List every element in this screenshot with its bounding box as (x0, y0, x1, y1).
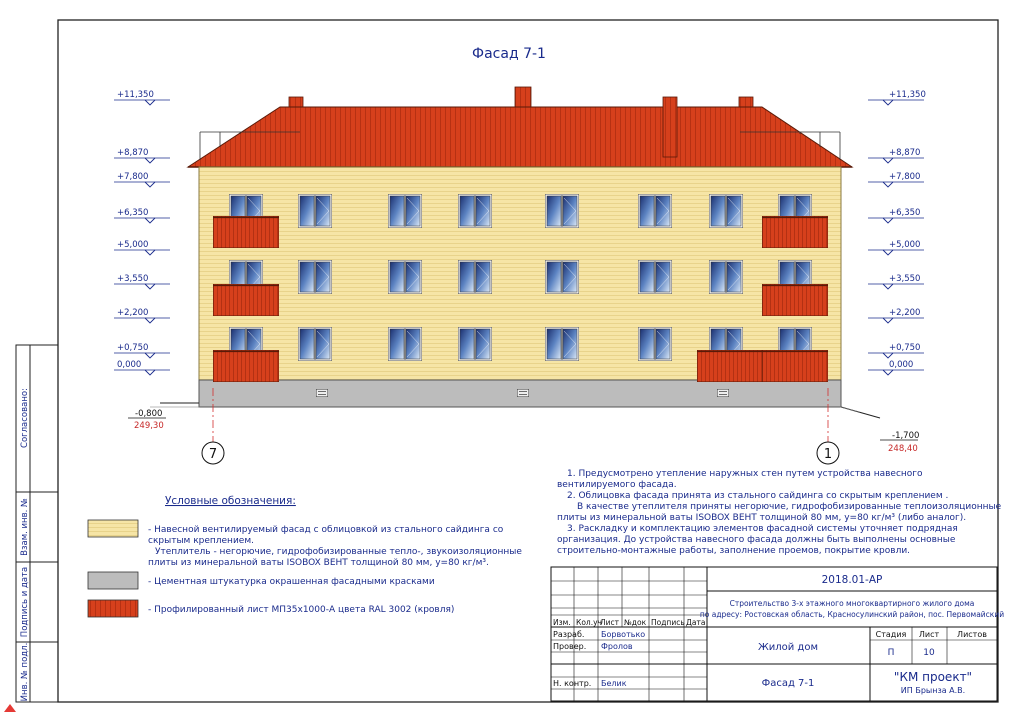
window-1-7 (709, 194, 743, 228)
window-1-6 (638, 194, 672, 228)
stamp-inv-podl: Инв. № подл. (20, 642, 30, 702)
tb-sheet-name: Фасад 7-1 (761, 678, 815, 689)
level-left-triangle-icon-2 (145, 158, 155, 163)
tb-code: 2018.01-АР (821, 574, 883, 586)
legend-swatch-plaster (88, 572, 138, 589)
level-right-triangle-icon-2 (883, 158, 893, 163)
level-left-triangle-icon-8 (145, 353, 155, 358)
level-left-label-4: +6,350 (117, 208, 149, 218)
level-right-triangle-icon-6 (883, 284, 893, 289)
legend-item2: - Цементная штукатурка окрашенная фасадными красками (148, 577, 435, 587)
level-right-triangle-icon-9 (883, 370, 893, 375)
level-right-label-4: +6,350 (889, 208, 921, 218)
stamp-sign-date: Подпись и дата (20, 566, 30, 638)
window-1-2 (298, 194, 332, 228)
tb-list-label: Лист (918, 630, 940, 639)
level-left-label-3: +7,800 (117, 172, 149, 182)
level-right-label-5: +5,000 (889, 240, 921, 250)
tb-listov-label: Листов (957, 630, 987, 639)
tb-col-data: Дата (686, 618, 706, 627)
tb-stadiya: П (887, 648, 895, 658)
balcony-1 (213, 216, 279, 248)
legend-item3: - Профилированный лист МП35х1000-А цвета RAL 3002 (кровля) (148, 605, 455, 615)
legend-item1-line2: скрытым креплением. (148, 536, 254, 546)
window-2-2 (298, 260, 332, 294)
level-left-triangle-icon-7 (145, 318, 155, 323)
tb-company-sub: ИП Брынза А.В. (900, 686, 966, 695)
window-2-3 (388, 260, 422, 294)
level-left-triangle-icon-9 (145, 370, 155, 375)
roof (188, 87, 852, 167)
note-line-4: В качестве утеплителя приняты негорючие, гидрофобизированные теплоизоляционные (577, 502, 1002, 512)
legend-item1-line4: плиты из минеральной ваты ISOBOX ВЕНТ толщиной 80 мм, у=80 кг/м³. (148, 558, 489, 568)
level-right-label-8: +0,750 (889, 343, 921, 353)
window-3-5 (545, 327, 579, 361)
level-left-label-1: +11,350 (117, 90, 154, 100)
balcony-2 (213, 284, 279, 316)
note-line-2: вентилируемого фасада. (557, 480, 677, 490)
tb-company: "КМ проект" (893, 670, 973, 684)
balcony-5 (762, 284, 828, 316)
level-right-triangle-icon-8 (883, 353, 893, 358)
window-3-4 (458, 327, 492, 361)
balcony-7 (762, 350, 828, 382)
tb-nkontr-label: Н. контр. (553, 679, 592, 688)
window-2-6 (638, 260, 672, 294)
level-left-triangle-icon-4 (145, 218, 155, 223)
tb-razrab-name: Борвотько (601, 630, 646, 639)
ground-right-level: -1,700 (892, 431, 920, 441)
tb-col-koluch: Кол.уч (576, 618, 602, 627)
level-left-triangle-icon-3 (145, 182, 155, 187)
level-right-triangle-icon-1 (883, 100, 893, 105)
tb-col-list: Лист (600, 618, 620, 627)
drawing-title: Фасад 7-1 (472, 46, 546, 62)
level-right-label-3: +7,800 (889, 172, 921, 182)
chimney-2 (515, 87, 531, 107)
stamp-agreed: Согласовано: (20, 388, 30, 448)
level-right-triangle-icon-7 (883, 318, 893, 323)
axis-label-7: 7 (208, 447, 218, 462)
window-2-4 (458, 260, 492, 294)
legend-item1-line3: Утеплитель - негорючие, гидрофобизированные тепло-, звукоизоляционные (155, 547, 522, 557)
ground-left-abs: 249,30 (134, 421, 164, 431)
level-right-triangle-icon-5 (883, 250, 893, 255)
note-line-3: 2. Облицовка фасада принята из стального сайдинга со скрытым креплением . (567, 491, 949, 501)
level-right-triangle-icon-3 (883, 182, 893, 187)
tb-col-ndok: №док (624, 618, 647, 627)
note-line-8: строительно-монтажные работы, заполнение проемов, покрытие кровли. (557, 546, 911, 556)
window-2-7 (709, 260, 743, 294)
balcony-4 (762, 216, 828, 248)
legend (88, 495, 522, 617)
stamp-vzam: Взам. инв. № (20, 498, 30, 556)
tb-object: Жилой дом (757, 642, 819, 653)
balcony-6 (697, 350, 763, 382)
ground-right-abs: 248,40 (888, 444, 918, 454)
note-line-5: плиты из минеральной ваты ISOBOX ВЕНТ толщиной 80 мм, у=80 кг/м³ (либо аналог). (557, 513, 967, 523)
level-right-triangle-icon-4 (883, 218, 893, 223)
tb-list-no: 10 (923, 648, 935, 658)
window-3-3 (388, 327, 422, 361)
note-line-1: 1. Предусмотрено утепление наружных стен путем устройства навесного (567, 469, 923, 479)
level-right-label-6: +3,550 (889, 274, 921, 284)
level-left-triangle-icon-1 (145, 100, 155, 105)
level-left-label-6: +3,550 (117, 274, 149, 284)
note-line-7: организация. До устройства навесного фасада должны быть выполнены основные (557, 535, 956, 545)
legend-swatch-roof (88, 600, 138, 617)
level-right-label-7: +2,200 (889, 308, 921, 318)
level-left-label-8: +0,750 (117, 343, 149, 353)
legend-title: Условные обозначения: (165, 495, 296, 507)
level-left-label-2: +8,870 (117, 148, 149, 158)
tb-nkontr-name: Белик (601, 679, 627, 688)
tb-stadiya-label: Стадия (875, 630, 907, 639)
window-3-6 (638, 327, 672, 361)
level-left-label-5: +5,000 (117, 240, 149, 250)
balcony-3 (213, 350, 279, 382)
tb-col-podpis: Подпись (651, 618, 685, 627)
tb-col-izm: Изм. (553, 618, 571, 627)
axis-label-1: 1 (823, 447, 833, 462)
ground-left-level: -0,800 (135, 409, 163, 419)
level-right-label-1: +11,350 (889, 90, 926, 100)
level-left-label-9: 0,000 (117, 360, 142, 370)
notes (557, 469, 1002, 556)
level-left-label-7: +2,200 (117, 308, 149, 318)
window-1-3 (388, 194, 422, 228)
level-left-triangle-icon-6 (145, 284, 155, 289)
tb-razrab-label: Разраб. (553, 630, 585, 639)
tb-project-line2: по адресу: Ростовская область, Красносулинский район, пос. Первомайский (699, 610, 1005, 619)
window-2-5 (545, 260, 579, 294)
window-3-2 (298, 327, 332, 361)
legend-swatch-siding (88, 520, 138, 537)
level-left-triangle-icon-5 (145, 250, 155, 255)
level-right-label-9: 0,000 (889, 360, 914, 370)
corner-marker-icon (4, 704, 16, 712)
note-line-6: 3. Раскладку и комплектацию элементов фасадной системы уточняет подрядная (567, 524, 958, 534)
facade-wall (199, 167, 841, 380)
tb-prover-name: Фролов (601, 642, 633, 651)
tb-project-line1: Строительство 3-х этажного многоквартирного жилого дома (729, 599, 975, 608)
vent-shaft (663, 97, 677, 157)
window-1-4 (458, 194, 492, 228)
legend-item1-line1: - Навесной вентилируемый фасад с облицовкой из стального сайдинга со (148, 525, 504, 535)
window-1-5 (545, 194, 579, 228)
level-right-label-2: +8,870 (889, 148, 921, 158)
tb-prover-label: Провер. (553, 642, 587, 651)
